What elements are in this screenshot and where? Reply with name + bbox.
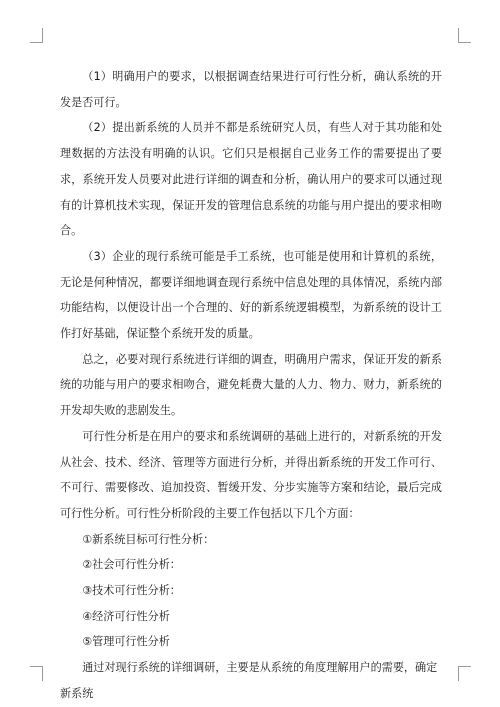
list-item-goal-feasibility: ①新系统目标可行性分析： xyxy=(82,532,215,546)
paragraph-summary: 总之，必要对现行系统进行详细的调查，明确用户需求，保证开发的新系统的功能与用户的要求相吻合，避免耗费大量的人力、物力、财力，新系统的开发却失败的悲剧发生。 xyxy=(60,352,442,418)
list-item-social-feasibility: ②社会可行性分析： xyxy=(82,558,181,572)
paragraph-requirement-3: （3）企业的现行系统可能是手工系统，也可能是使用和计算机的系统，无论是何种情况，都要详细地调查现行系统中信息处理的具体情况，系统内部功能结构，以便设计出一个合理的、好的新系统逻辑模型，为新系统的设计工作打好基础，保证整个系统开发的质量。 xyxy=(60,249,442,341)
crop-mark-bottom-right xyxy=(458,666,471,681)
paragraph-feasibility-intro: 可行性分析是在用户的要求和系统调研的基础上进行的，对新系统的开发从社会、技术、经济、管理等方面进行分析，并得出新系统的开发工作可行、不可行、需要修改、追加投资、暂缓开发、分步实施等方案和结论，最后完成可行性分析。可行性分析阶段的主要工作包括以下几个方面： xyxy=(60,429,442,520)
list-item-management-feasibility: ⑤管理可行性分析 xyxy=(82,635,170,649)
document-body xyxy=(60,64,442,707)
paragraph-requirement-2: （2）提出新系统的人员并不都是系统研究人员，有些人对于其功能和处理数据的方法没有明确的认识。它们只是根据自己业务工作的需要提出了要求，系统开发人员要对此进行详细的调查和分析，确认用户的要求可以通过现有的计算机技术实现，保证开发的管理信息系统的功能与用户提出的要求相吻合。 xyxy=(60,121,442,238)
crop-mark-bottom-left xyxy=(30,666,43,681)
crop-mark-top-right xyxy=(458,28,471,43)
paragraph-research-conclusion: 通过对现行系统的详细调研，主要是从系统的角度理解用户的需要，确定新系统 xyxy=(60,661,438,700)
list-item-technical-feasibility: ③技术可行性分析： xyxy=(82,584,181,598)
list-item-economic-feasibility: ④经济可行性分析 xyxy=(82,609,170,623)
crop-mark-top-left xyxy=(30,28,43,43)
paragraph-requirement-1: （1）明确用户的要求，以根据调查结果进行可行性分析，确认系统的开发是否可行。 xyxy=(60,70,442,109)
